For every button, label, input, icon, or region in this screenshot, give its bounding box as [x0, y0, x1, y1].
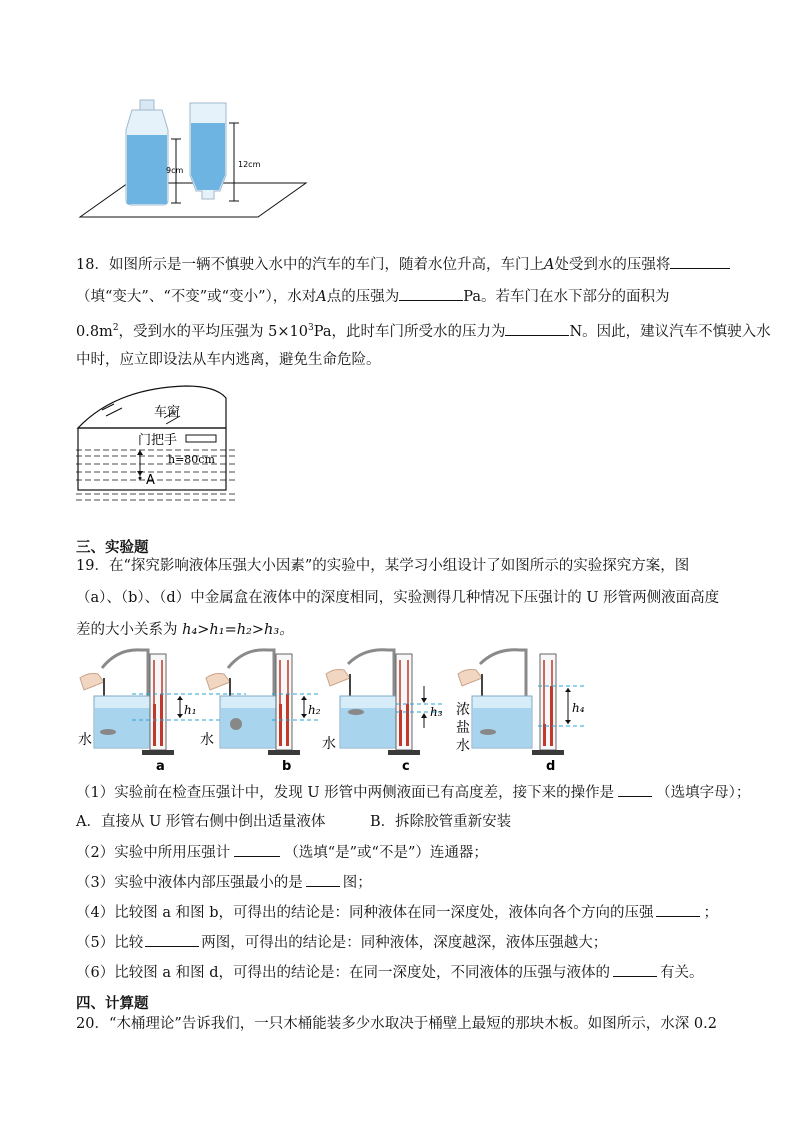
h1-label: h₁ — [184, 703, 197, 717]
bottle-inverted — [190, 103, 226, 199]
q19-line1: 19．在“探究影响液体压强大小因素”的实验中，某学习小组设计了如图所示的实验探究方案，图 — [76, 558, 690, 574]
section-4-title: 四、计算题 — [76, 996, 149, 1012]
h4-label: h₄ — [572, 701, 585, 715]
table-surface — [80, 183, 306, 217]
q19-sub1: （1）实验前在检查压强计中，发现 U 形管中两侧液面已有高度差，接下来的操作是 （选填字母）； — [76, 782, 750, 803]
q19-blank-6[interactable] — [613, 962, 657, 977]
panel-d-liquid-2: 盐 — [456, 720, 470, 736]
panel-d-liquid-3: 水 — [456, 738, 470, 754]
q19-sub4: （4）比较图 a 和图 b，可得出的结论是：同种液体在同一深度处，液体向各个方向的压强 ； — [76, 902, 718, 923]
panel-c-liquid: 水 — [322, 736, 336, 752]
experiment-figure — [72, 648, 602, 774]
q19-sub2: （2）实验中所用压强计 （选填“是”或“不是”）连通器； — [76, 842, 488, 863]
panel-label-d: d — [546, 759, 556, 774]
q18-line4: 中时，应立即设法从车内逃离，避免生命危险。 — [76, 352, 381, 368]
panel-a-liquid: 水 — [78, 732, 92, 748]
q18-line2: （填“变大”、“不变”或“变小”），水对A点的压强为 Pa。若车门在水下部分的面积为 — [76, 286, 669, 307]
panel-d-liquid-1: 浓 — [456, 702, 470, 718]
q18-blank-2[interactable] — [399, 286, 463, 301]
panel-a — [80, 650, 174, 755]
panel-label-c: c — [402, 759, 410, 774]
q19-blank-4[interactable] — [656, 902, 700, 917]
q19-sub5: （5）比较 两图，可得出的结论是：同种液体，深度越深，液体压强越大； — [76, 932, 607, 953]
q18-line1: 18．如图所示是一辆不慎驶入水中的汽车的车门，随着水位升高，车门上A处受到水的压强将 — [76, 254, 730, 275]
q19-blank-2[interactable] — [234, 842, 280, 857]
bottle-label-right: 12cm — [238, 160, 261, 169]
door-handle — [186, 435, 216, 442]
door-handle-label: 门把手 — [138, 433, 178, 448]
q19-blank-1[interactable] — [618, 782, 652, 797]
q19-blank-5[interactable] — [145, 932, 199, 947]
panel-b-liquid: 水 — [200, 732, 214, 748]
bottles-figure — [70, 95, 310, 225]
panel-b — [206, 650, 300, 755]
q19-sub3: （3）实验中液体内部压强最小的是 图； — [76, 872, 372, 893]
point-a-label: A — [146, 473, 155, 488]
panel-d — [458, 650, 564, 755]
q18-blank-1[interactable] — [670, 254, 730, 269]
h3-label: h₃ — [430, 705, 443, 719]
h2-label: h₂ — [308, 703, 321, 717]
bottle-upright — [126, 100, 168, 205]
section-3-title: 三、实验题 — [76, 540, 149, 556]
q20-line1: 20．“木桶理论”告诉我们，一只木桶能装多少水取决于桶壁上最短的那块木板。如图所示，水深 0.2 — [76, 1016, 717, 1032]
q18-blank-3[interactable] — [505, 321, 569, 336]
q19-line3: 差的大小关系为 h₄>h₁=h₂>h₃。 — [76, 622, 294, 638]
bottle-label-left: 9cm — [166, 166, 184, 175]
panel-label-a: a — [156, 759, 165, 774]
q19-optA: A．直接从 U 形管右侧中倒出适量液体 — [76, 814, 326, 830]
car-door-figure — [76, 378, 246, 502]
panel-c — [326, 650, 420, 755]
q18-line3: $0.8m^2$，受到水的平均压强为 $5\times 10^3Pa$，此时车门所受水的压力为 N。因此，建议汽车不慎驶入水 — [76, 318, 771, 342]
q19-sub6: （6）比较图 a 和图 d，可得出的结论是：在同一深度处，不同液体的压强与液体的 有关。 — [76, 962, 703, 983]
q19-blank-3[interactable] — [306, 872, 340, 887]
depth-label: h=80cm — [168, 453, 215, 466]
panel-label-b: b — [282, 759, 292, 774]
q19-line2: （a）、（b）、（d）中金属盒在液体中的深度相同，实验测得几种情况下压强计的 U 形管两侧液面高度 — [76, 590, 720, 606]
q19-optB: B．拆除胶管重新安装 — [370, 814, 512, 830]
car-window-label: 车窗 — [154, 405, 181, 420]
